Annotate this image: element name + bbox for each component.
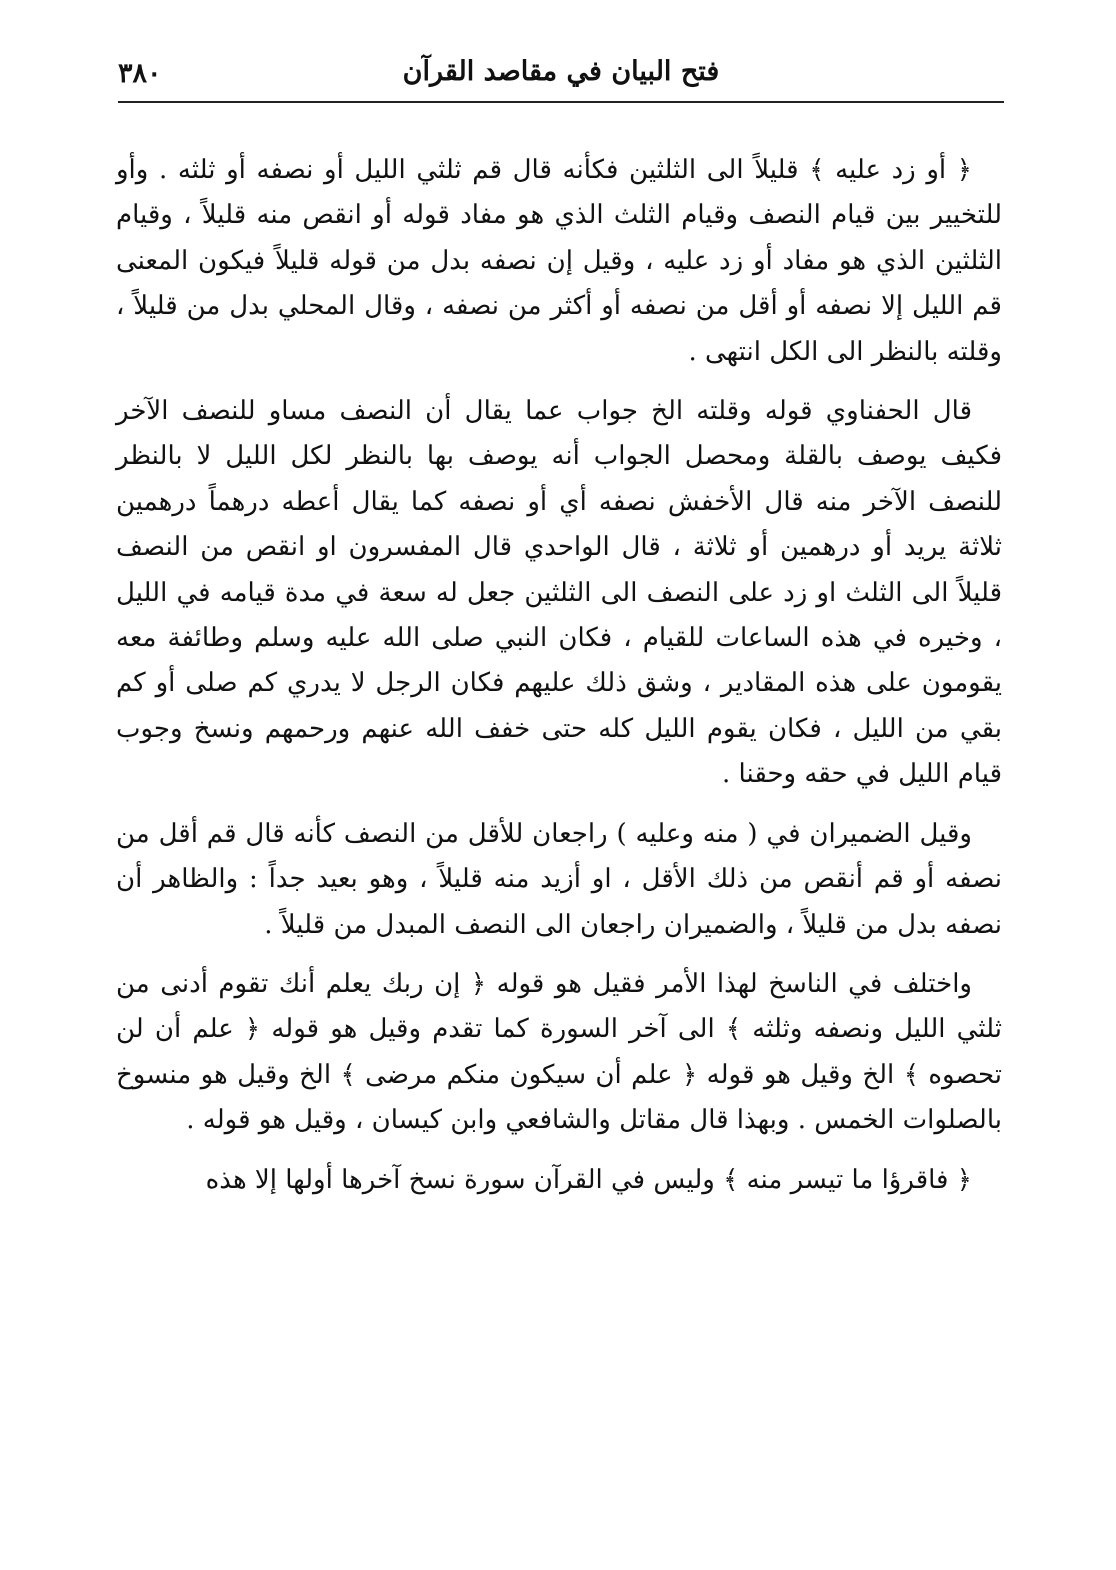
page-body xyxy=(116,148,1002,1217)
page-header xyxy=(118,52,1004,102)
paragraph-2: قال الحفناوي قوله وقلته الخ جواب عما يقال أن النصف مساو للنصف الآخر فكيف يوصف بالقلة ومحصل الجواب أنه يوصف بها بالنظر لكل الليل لا بالنظر للنصف الآخر منه قال الأخفش نصفه أي أو نصفه كما يقال أعطه درهماً درهمين ثلاثة يريد أو درهمين أو ثلاثة ، قال الواحدي قال المفسرون او انقص من النصف قليلاً الى الثلث او زد على النصف الى الثلثين جعل له سعة في مدة قيامه في الليل ، وخيره في هذه الساعات للقيام ، فكان النبي صلى الله عليه وسلم وطائفة معه يقومون على هذه المقادير ، وشق ذلك عليهم فكان الرجل لا يدري كم صلى أو كم بقي من الليل ، فكان يقوم الليل كله حتى خفف الله عنهم ورحمهم ونسخ وجوب قيام الليل في حقه وحقنا . xyxy=(116,396,1002,790)
paragraph-3: وقيل الضميران في ( منه وعليه ) راجعان للأقل من النصف كأنه قال قم أقل من نصفه أو قم أنقص من ذلك الأقل ، او أزيد منه قليلاً ، وهو بعيد جداً : والظاهر أن نصفه بدل من قليلاً ، والضميران راجعان الى النصف المبدل من قليلاً . xyxy=(116,818,1002,940)
page-number: ٣٨٠ xyxy=(118,58,162,89)
paragraph-1: ﴿ أو زد عليه ﴾ قليلاً الى الثلثين فكأنه قال قم ثلثي الليل أو نصفه أو ثلثه . وأو للتخيير بين قيام النصف وقيام الثلث الذي هو مفاد قوله أو انقص منه قليلاً ، وقيام الثلثين الذي هو مفاد أو زد عليه ، وقيل إن نصفه بدل من قوله قليلاً فيكون المعنى قم الليل إلا نصفه أو أقل من نصفه أو أكثر من نصفه ، وقال المحلي بدل من قليلاً ، وقلته بالنظر الى الكل انتهى . xyxy=(116,155,1002,367)
paragraph-5: ﴿ فاقرؤا ما تيسر منه ﴾ وليس في القرآن سورة نسخ آخرها أولها إلا هذه xyxy=(205,1164,972,1195)
paragraph-4: واختلف في الناسخ لهذا الأمر فقيل هو قوله ﴿ إن ربك يعلم أنك تقوم أدنى من ثلثي الليل ونصفه وثلثه ﴾ الى آخر السورة كما تقدم وقيل هو قوله ﴿ علم أن لن تحصوه ﴾ الخ وقيل هو قوله ﴿ علم أن سيكون منكم مرضى ﴾ الخ وقيل هو منسوخ بالصلوات الخمس . وبهذا قال مقاتل والشافعي وابن كيسان ، وقيل هو قوله . xyxy=(116,968,1002,1136)
header-divider xyxy=(118,101,1004,103)
running-title: فتح البيان في مقاصد القرآن xyxy=(402,56,720,87)
